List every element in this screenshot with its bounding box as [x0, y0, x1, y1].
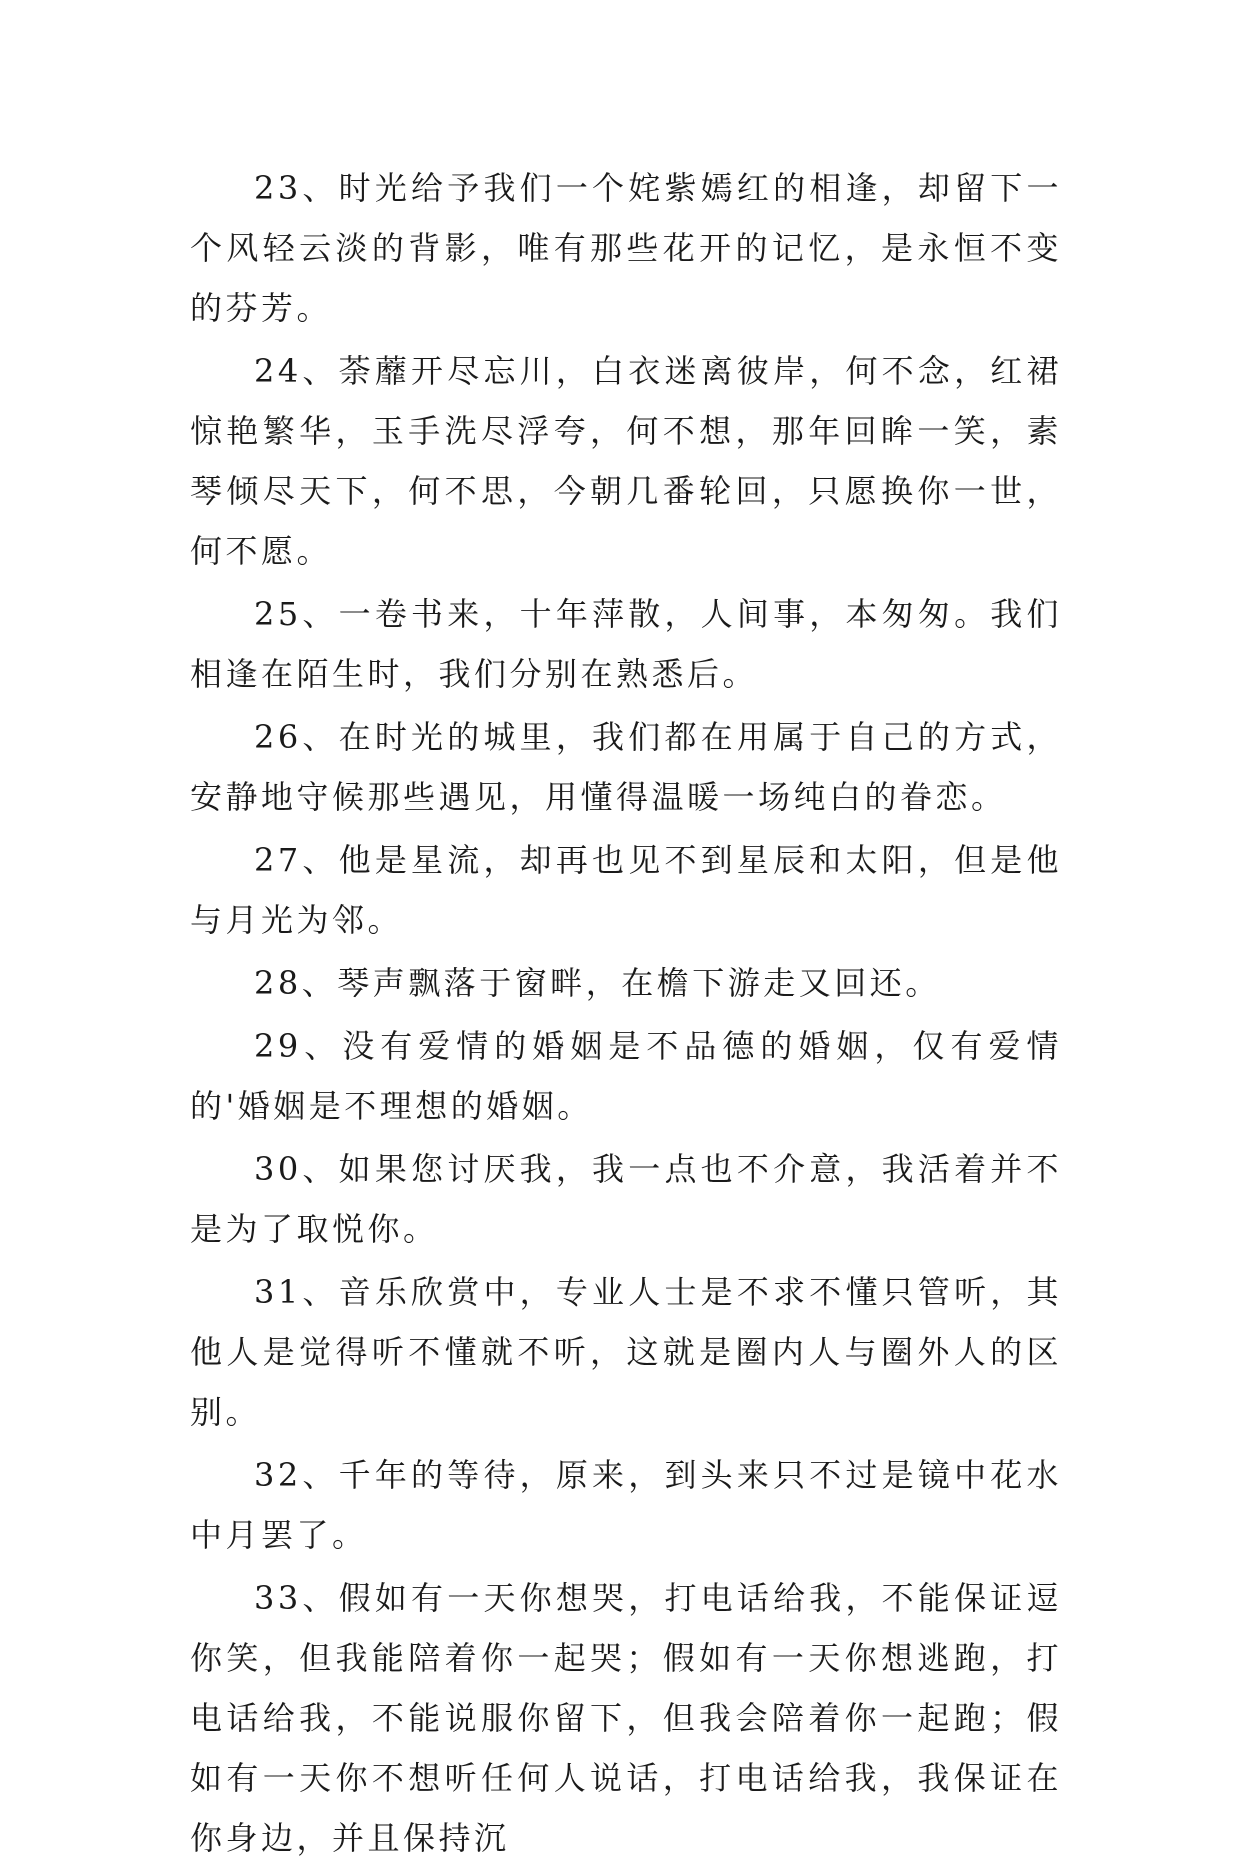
paragraph-25: 25、一卷书来，十年萍散，人间事，本匆匆。我们相逢在陌生时，我们分别在熟悉后。 [190, 595, 1062, 693]
paragraph-32: 32、千年的等待，原来，到头来只不过是镜中花水中月罢了。 [190, 1456, 1062, 1554]
paragraph-26: 26、在时光的城里，我们都在用属于自己的方式，安静地守候那些遇见，用懂得温暖一场纯白的眷恋。 [190, 718, 1062, 816]
paragraph-24: 24、荼蘼开尽忘川，白衣迷离彼岸，何不念，红裙惊艳繁华，玉手洗尽浮夸，何不想，那年回眸一笑，素琴倾尽天下，何不思，今朝几番轮回，只愿换你一世，何不愿。 [190, 352, 1062, 570]
paragraph-28: 28、琴声飘落于窗畔，在檐下游走又回还。 [254, 964, 941, 1002]
paragraph-23: 23、时光给予我们一个姹紫嫣红的相逢，却留下一个风轻云淡的背影，唯有那些花开的记忆，是永恒不变的芬芳。 [190, 169, 1062, 327]
paragraph-31: 31、音乐欣赏中，专业人士是不求不懂只管听，其他人是觉得听不懂就不听，这就是圈内人与圈外人的区别。 [190, 1273, 1062, 1431]
paragraph-27: 27、他是星流，却再也见不到星辰和太阳，但是他与月光为邻。 [190, 841, 1062, 939]
document-body [190, 158, 1062, 1871]
paragraph-29: 29、没有爱情的婚姻是不品德的婚姻，仅有爱情的'婚姻是不理想的婚姻。 [190, 1027, 1062, 1125]
paragraph-30: 30、如果您讨厌我，我一点也不介意，我活着并不是为了取悦你。 [190, 1150, 1062, 1248]
paragraph-33: 33、假如有一天你想哭，打电话给我，不能保证逗你笑，但我能陪着你一起哭；假如有一天你想逃跑，打电话给我，不能说服你留下，但我会陪着你一起跑；假如有一天你不想听任何人说话，打电话给我，我保证在你身边，并且保持沉 [190, 1579, 1062, 1857]
